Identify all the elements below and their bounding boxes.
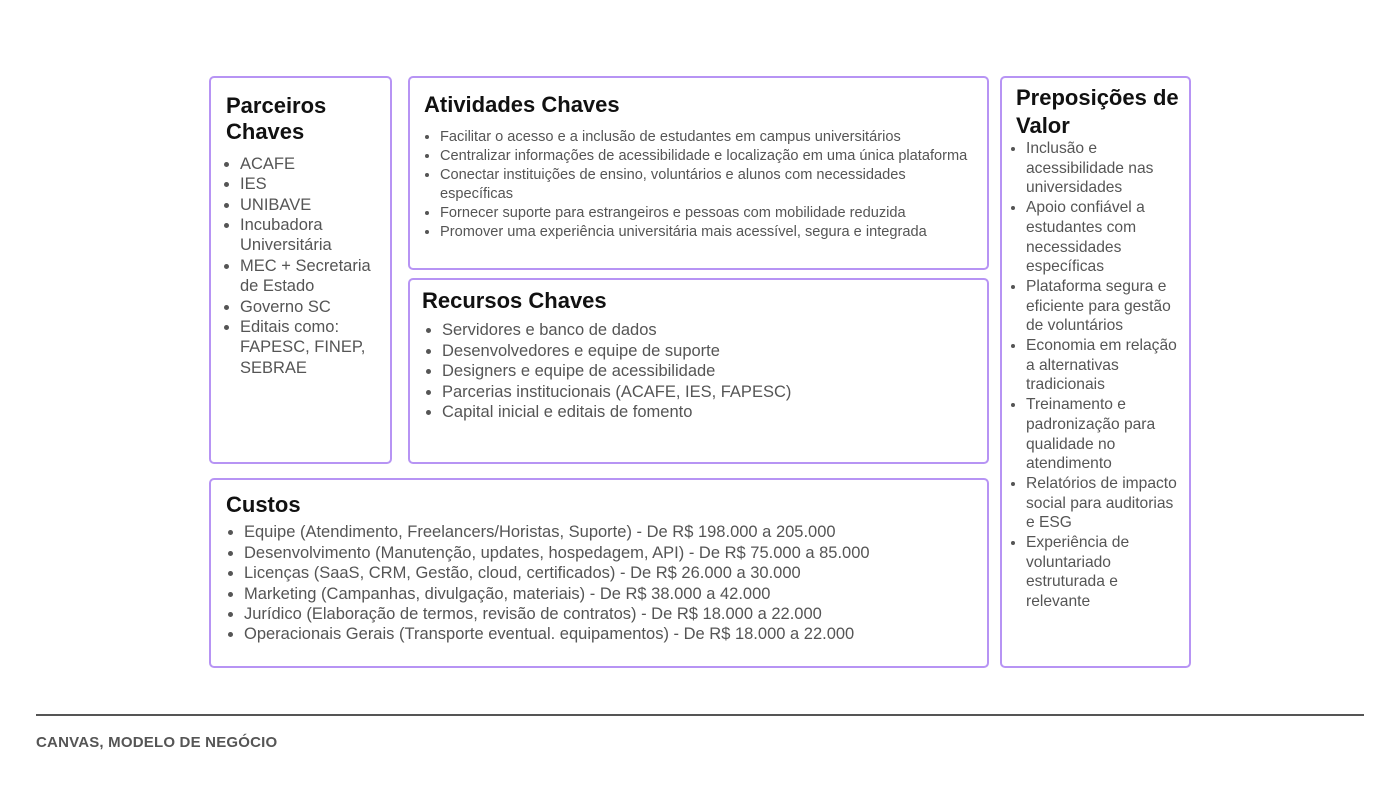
proposicoes-de-valor-list (1016, 139, 1181, 612)
atividades-chaves-list (424, 128, 977, 242)
atividades-chaves-card (408, 76, 989, 270)
proposicoes-de-valor-card (1000, 76, 1191, 668)
parceiros-chaves-title: Parceiros Chaves (226, 93, 327, 145)
list-item: • Plataforma segura e eficiente para gestão de voluntários (1026, 277, 1181, 336)
list-item: • Licenças (SaaS, CRM, Gestão, cloud, certificados) - De R$ 26.000 a 30.000 (244, 563, 977, 583)
list-item: • Equipe (Atendimento, Freelancers/Horistas, Suporte) - De R$ 198.000 a 205.000 (244, 522, 977, 542)
list-item: • Desenvolvedores e equipe de suporte (442, 341, 977, 361)
footer-divider (36, 714, 1364, 716)
list-item: • Marketing (Campanhas, divulgação, materiais) - De R$ 38.000 a 42.000 (244, 584, 977, 604)
list-item: • Experiência de voluntariado estruturada e relevante (1026, 533, 1181, 612)
list-item: • Designers e equipe de acessibilidade (442, 361, 977, 381)
footer-caption: CANVAS, MODELO DE NEGÓCIO (36, 734, 278, 751)
list-item: • Desenvolvimento (Manutenção, updates, hospedagem, API) - De R$ 75.000 a 85.000 (244, 543, 977, 563)
list-item: • Operacionais Gerais (Transporte eventual. equipamentos) - De R$ 18.000 a 22.000 (244, 624, 977, 644)
parceiros-chaves-card (209, 76, 392, 464)
list-item: • Editais como: FAPESC, FINEP, SEBRAE (240, 317, 380, 378)
list-item: • Apoio confiável a estudantes com necessidades específicas (1026, 198, 1181, 277)
list-item: • Treinamento e padronização para qualidade no atendimento (1026, 395, 1181, 474)
custos-list (226, 522, 977, 644)
list-item: • IES (240, 174, 380, 194)
custos-title: Custos (226, 492, 301, 517)
list-item: • Economia em relação a alternativas tradicionais (1026, 336, 1181, 395)
list-item: • Conectar instituições de ensino, voluntários e alunos com necessidades específicas (440, 166, 977, 204)
list-item: • Servidores e banco de dados (442, 320, 977, 340)
list-item: • Centralizar informações de acessibilidade e localização em uma única plataforma (440, 147, 977, 166)
list-item: • ACAFE (240, 154, 380, 174)
atividades-chaves-title: Atividades Chaves (424, 92, 620, 117)
custos-card (209, 478, 989, 668)
list-item: • Promover uma experiência universitária mais acessível, segura e integrada (440, 223, 977, 242)
list-item: • Relatórios de impacto social para auditorias e ESG (1026, 474, 1181, 533)
list-item: • Incubadora Universitária (240, 215, 380, 256)
parceiros-chaves-list (226, 154, 380, 378)
list-item: • Facilitar o acesso e a inclusão de estudantes em campus universitários (440, 128, 977, 147)
list-item: • MEC + Secretaria de Estado (240, 256, 380, 297)
list-item: • Fornecer suporte para estrangeiros e pessoas com mobilidade reduzida (440, 204, 977, 223)
list-item: • Governo SC (240, 297, 380, 317)
proposicoes-de-valor-title: Preposições de Valor (1016, 85, 1179, 138)
recursos-chaves-list (422, 320, 977, 422)
recursos-chaves-title: Recursos Chaves (422, 288, 607, 313)
list-item: • UNIBAVE (240, 195, 380, 215)
recursos-chaves-card (408, 278, 989, 464)
list-item: • Jurídico (Elaboração de termos, revisão de contratos) - De R$ 18.000 a 22.000 (244, 604, 977, 624)
list-item: • Capital inicial e editais de fomento (442, 402, 977, 422)
list-item: • Parcerias institucionais (ACAFE, IES, FAPESC) (442, 382, 977, 402)
list-item: • Inclusão e acessibilidade nas universidades (1026, 139, 1181, 198)
